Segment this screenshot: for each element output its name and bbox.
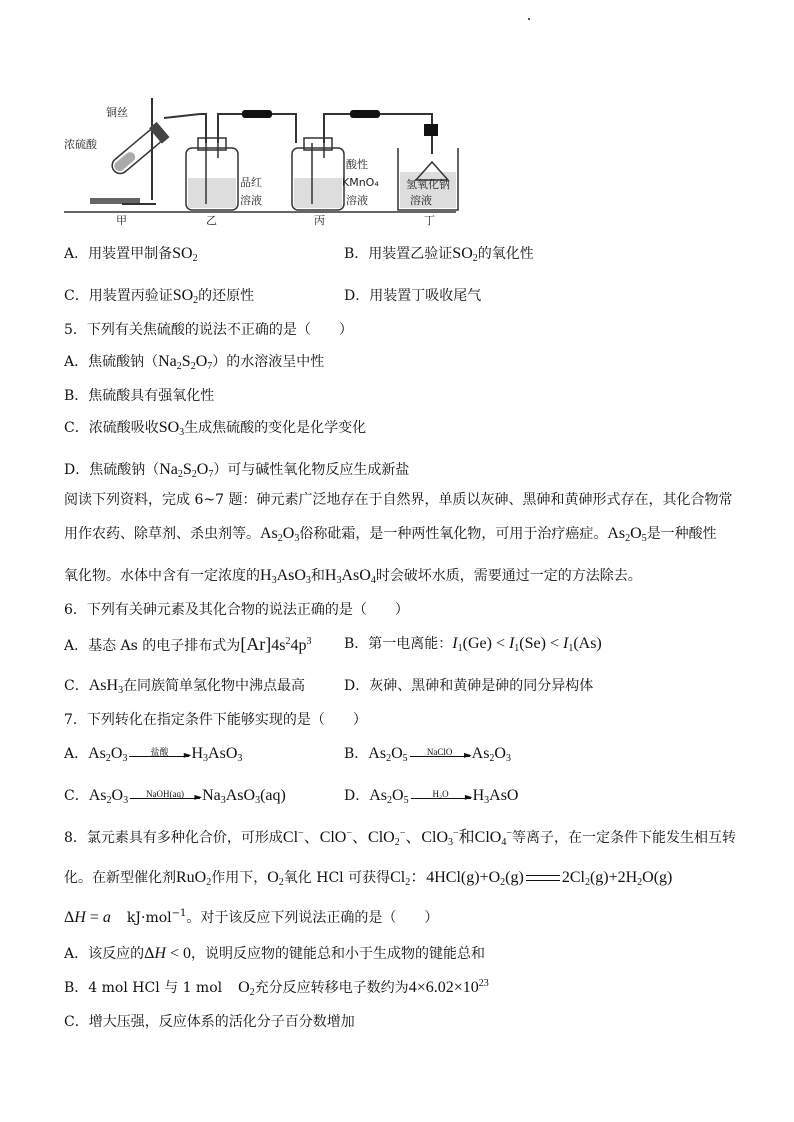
apparatus-figure: [60, 88, 460, 226]
label-acidic: 酸性: [346, 158, 368, 171]
label-bing: 丙: [314, 214, 325, 226]
q5-option-b: B．焦硫酸具有强氧化性: [64, 388, 215, 404]
bottle-yi: [186, 138, 238, 210]
q4-option-d: D．用装置丁吸收尾气: [344, 288, 482, 304]
q5-stem: 5．下列有关焦硫酸的说法不正确的是（ ）: [64, 322, 353, 338]
q8-option-c: C．增大压强，反应体系的活化分子百分数增加: [64, 1014, 355, 1030]
page-dot: [528, 18, 530, 20]
label-kmno4: KMnO₄: [342, 176, 379, 189]
reading-line-3: 氧化物。水体中含有一定浓度的$H_3AsO_3$和$H_3AsO_4$时会破坏水质，需要通过一定的方法除去。: [64, 567, 642, 586]
q5-option-d: D．焦硫酸钠$(Na_2S_2O_7)$可与碱性氧化物反应生成新盐: [64, 461, 410, 480]
label-pinhong: 品红: [240, 176, 262, 189]
q7-stem: 7．下列转化在指定条件下能够实现的是（ ）: [64, 712, 367, 728]
q6-option-c: C．AsH$_3$在同族简单氢化物中沸点最高: [64, 677, 306, 696]
bottle-bing: [292, 138, 344, 210]
q4-option-c: C．用装置丙验证$SO_2$的还原性: [64, 287, 255, 306]
q4-option-b: B．用装置乙验证$SO_2$的氧化性: [344, 245, 534, 264]
reaction-arrow: H₂O ►: [411, 788, 471, 804]
equilibrium-arrow: [526, 871, 560, 885]
label-ding: 丁: [424, 214, 435, 226]
q5-option-a: A．焦硫酸钠$(Na_2S_2O_7)$的水溶液呈中性: [64, 353, 325, 372]
q4-option-a: A．用装置甲制备$SO_2$: [64, 245, 198, 264]
q6-stem: 6．下列有关砷元素及其化合物的说法正确的是（ ）: [64, 602, 409, 618]
label-conc-acid: 浓硫酸: [64, 138, 97, 151]
q8-stem-line-2: 化。在新型催化剂RuO$_2$作用下，$O_2$氧化 HCl 可获得$Cl_2$：$4HCl(g)+O_2(g)$ $2Cl_2(g)+2H_2O(g)$: [64, 869, 673, 888]
q7-option-d: D．$As_2O_5$ H₂O ► $H_3AsO$: [344, 787, 519, 806]
q6-option-a: A．基态 As 的电子排布式为$[Ar]4s^24p^3$: [64, 634, 312, 654]
reaction-arrow: NaOH(aq) ►: [130, 788, 200, 804]
label-naoh: 氢氧化钠: [406, 178, 450, 191]
test-tube: [108, 122, 170, 178]
label-jia: 甲: [116, 214, 127, 226]
reading-line-1: 阅读下列资料，完成 6~7 题：砷元素广泛地存在于自然界，单质以灰砷、黑砷和黄砷形式存在，其化合物常: [64, 492, 733, 508]
label-copper-wire: 铜丝: [106, 106, 128, 119]
label-rongye2: 溶液: [346, 194, 368, 207]
reading-line-2: 用作农药、除草剂、杀虫剂等。$As_2O_3$俗称砒霜，是一种两性氧化物，可用于治疗癌症。$As_2O_5$是一种酸性: [64, 525, 717, 544]
label-yi: 乙: [206, 214, 217, 226]
q6-option-d: D．灰砷、黑砷和黄砷是砷的同分异构体: [344, 678, 594, 694]
q6-option-b: B．第一电离能：$I_1(Ge) < I_1(Se) < I_1(As)$: [344, 635, 602, 654]
q8-option-b: B．4 mol HCl 与 1 mol $O_2$充分反应转移电子数约为$4\times 6.02\times 10^{23}$: [64, 978, 489, 998]
q7-option-b: B．$As_2O_5$ NaClO ► $As_2O_3$: [344, 745, 511, 764]
reaction-arrow: NaClO ►: [410, 746, 470, 762]
label-rongye1: 溶液: [240, 194, 262, 207]
q5-option-c: C．浓硫酸吸收$SO_3$生成焦硫酸的变化是化学变化: [64, 419, 367, 438]
label-rongye3: 溶液: [410, 194, 432, 207]
q7-option-c: C．$As_2O_3$ NaOH(aq) ► $Na_3AsO_3(aq)$: [64, 787, 286, 806]
q7-option-a: A．$As_2O_3$ 盐酸 ► $H_3AsO_3$: [64, 745, 243, 764]
q8-stem-line-3: ΔH = a kJ·mol$^{-1}$。对于该反应下列说法正确的是（ ）: [64, 908, 439, 926]
q8-option-a: A．该反应的ΔH < 0，说明反应物的键能总和小于生成物的键能总和: [64, 945, 486, 962]
q8-stem-line-1: 8．氯元素具有多种化合价，可形成Cl−、ClO−、ClO$_2$−、ClO$_3$−和ClO$_4$−等离子，在一定条件下能发生相互转: [64, 828, 736, 848]
reaction-arrow: 盐酸 ►: [129, 746, 189, 762]
